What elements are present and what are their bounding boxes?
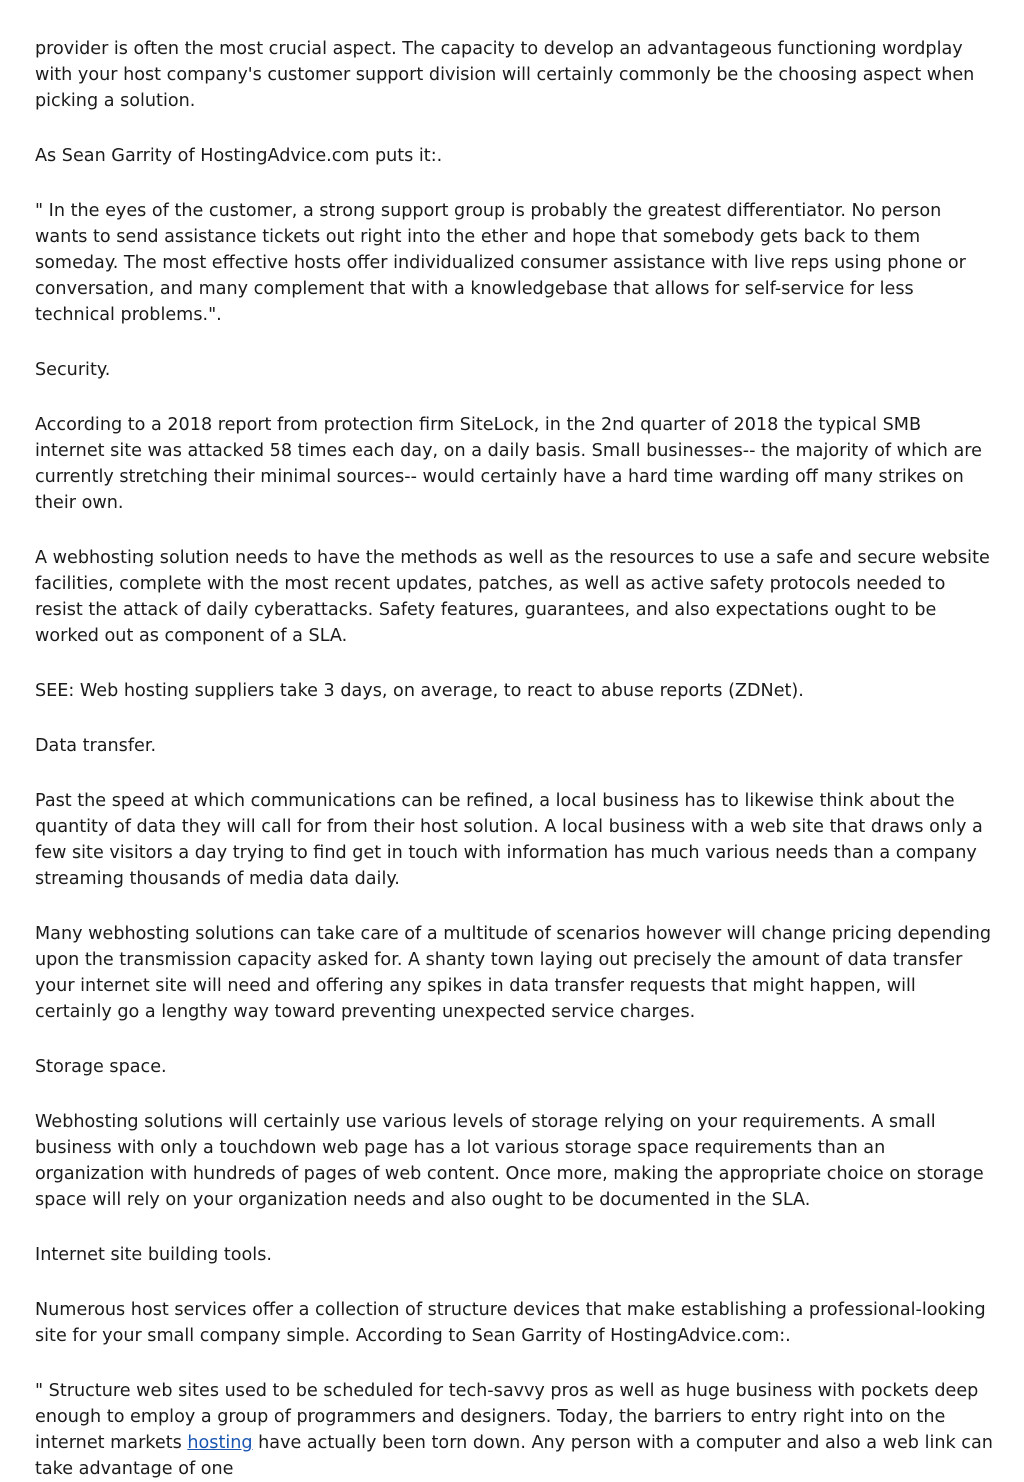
paragraph-see-zdnet: SEE: Web hosting suppliers take 3 days, on average, to react to abuse reports (ZDNet). [35, 681, 804, 701]
paragraph-quote-lead-in: As Sean Garrity of HostingAdvice.com puts it:. [35, 146, 443, 166]
paragraph-bandwidth-pricing: Many webhosting solutions can take care of a multitude of scenarios however will change pricing depending upon the transmission capacity asked for. A shanty town laying out precisely the amount of data transfer your internet site will need and offering any spikes in data transfer requests that might happen, will certainly go a lengthy way toward preventing unexpected service charges. [35, 924, 992, 1022]
hosting-link[interactable]: hosting [187, 1433, 253, 1453]
paragraph-storage-levels: Webhosting solutions will certainly use various levels of storage relying on your requirements. A small business with only a touchdown web page has a lot various storage space requirements than an organization with hundreds of pages of web content. Once more, making the appropriate choice on storage space will rely on your organization needs and also ought to be documented in the SLA. [35, 1112, 984, 1210]
paragraph-webhosting-security: A webhosting solution needs to have the methods as well as the resources to use a safe and secure website facilities, complete with the most recent updates, patches, as well as active safety protocols needed to resist the attack of daily cyberattacks. Safety features, guarantees, and also expectations ought to be worked out as component of a SLA. [35, 548, 990, 646]
paragraph-structure-quote [35, 1378, 995, 1482]
paragraph-support-intro: provider is often the most crucial aspect. The capacity to develop an advantageous functioning wordplay with your host company's customer support division will certainly commonly be the choosing aspect when picking a solution. [35, 39, 975, 111]
heading-storage-space: Storage space. [35, 1057, 167, 1077]
paragraph-support-quote: " In the eyes of the customer, a strong support group is probably the greatest differentiator. No person wants to send assistance tickets out right into the ether and hope that somebody gets back to them someday. The most effective hosts offer individualized consumer assistance with live reps using phone or conversation, and many complement that with a knowledgebase that allows for self-service for less technical problems.". [35, 201, 966, 325]
heading-site-building-tools: Internet site building tools. [35, 1245, 272, 1265]
quote-text-end: have actually been torn down. Any person with a computer and also a web link can take advantage of one [35, 1433, 993, 1479]
paragraph-data-quantity: Past the speed at which communications can be refined, a local business has to likewise think about the quantity of data they will call for from their host solution. A local business with a web site that draws only a few site visitors a day trying to find get in touch with information has much various needs than a company streaming thousands of media data daily. [35, 791, 983, 889]
heading-data-transfer: Data transfer. [35, 736, 157, 756]
paragraph-building-devices: Numerous host services offer a collection of structure devices that make establishing a professional-looking site for your small company simple. According to Sean Garrity of HostingAdvice.com:. [35, 1300, 986, 1346]
paragraph-sitelock-report: According to a 2018 report from protection firm SiteLock, in the 2nd quarter of 2018 the typical SMB internet site was attacked 58 times each day, on a daily basis. Small businesses-- the majority of which are currently stretching their minimal sources-- would certainly have a hard time warding off many strikes on their own. [35, 415, 982, 513]
document-body [35, 36, 995, 1482]
heading-security: Security. [35, 360, 111, 380]
quote-text-start: " Structure web sites used to be scheduled for tech-savvy pros as well as huge business with pockets deep enough to employ a group of programmers and designers. Today, the barriers to entry right into on the internet markets [35, 1381, 979, 1453]
